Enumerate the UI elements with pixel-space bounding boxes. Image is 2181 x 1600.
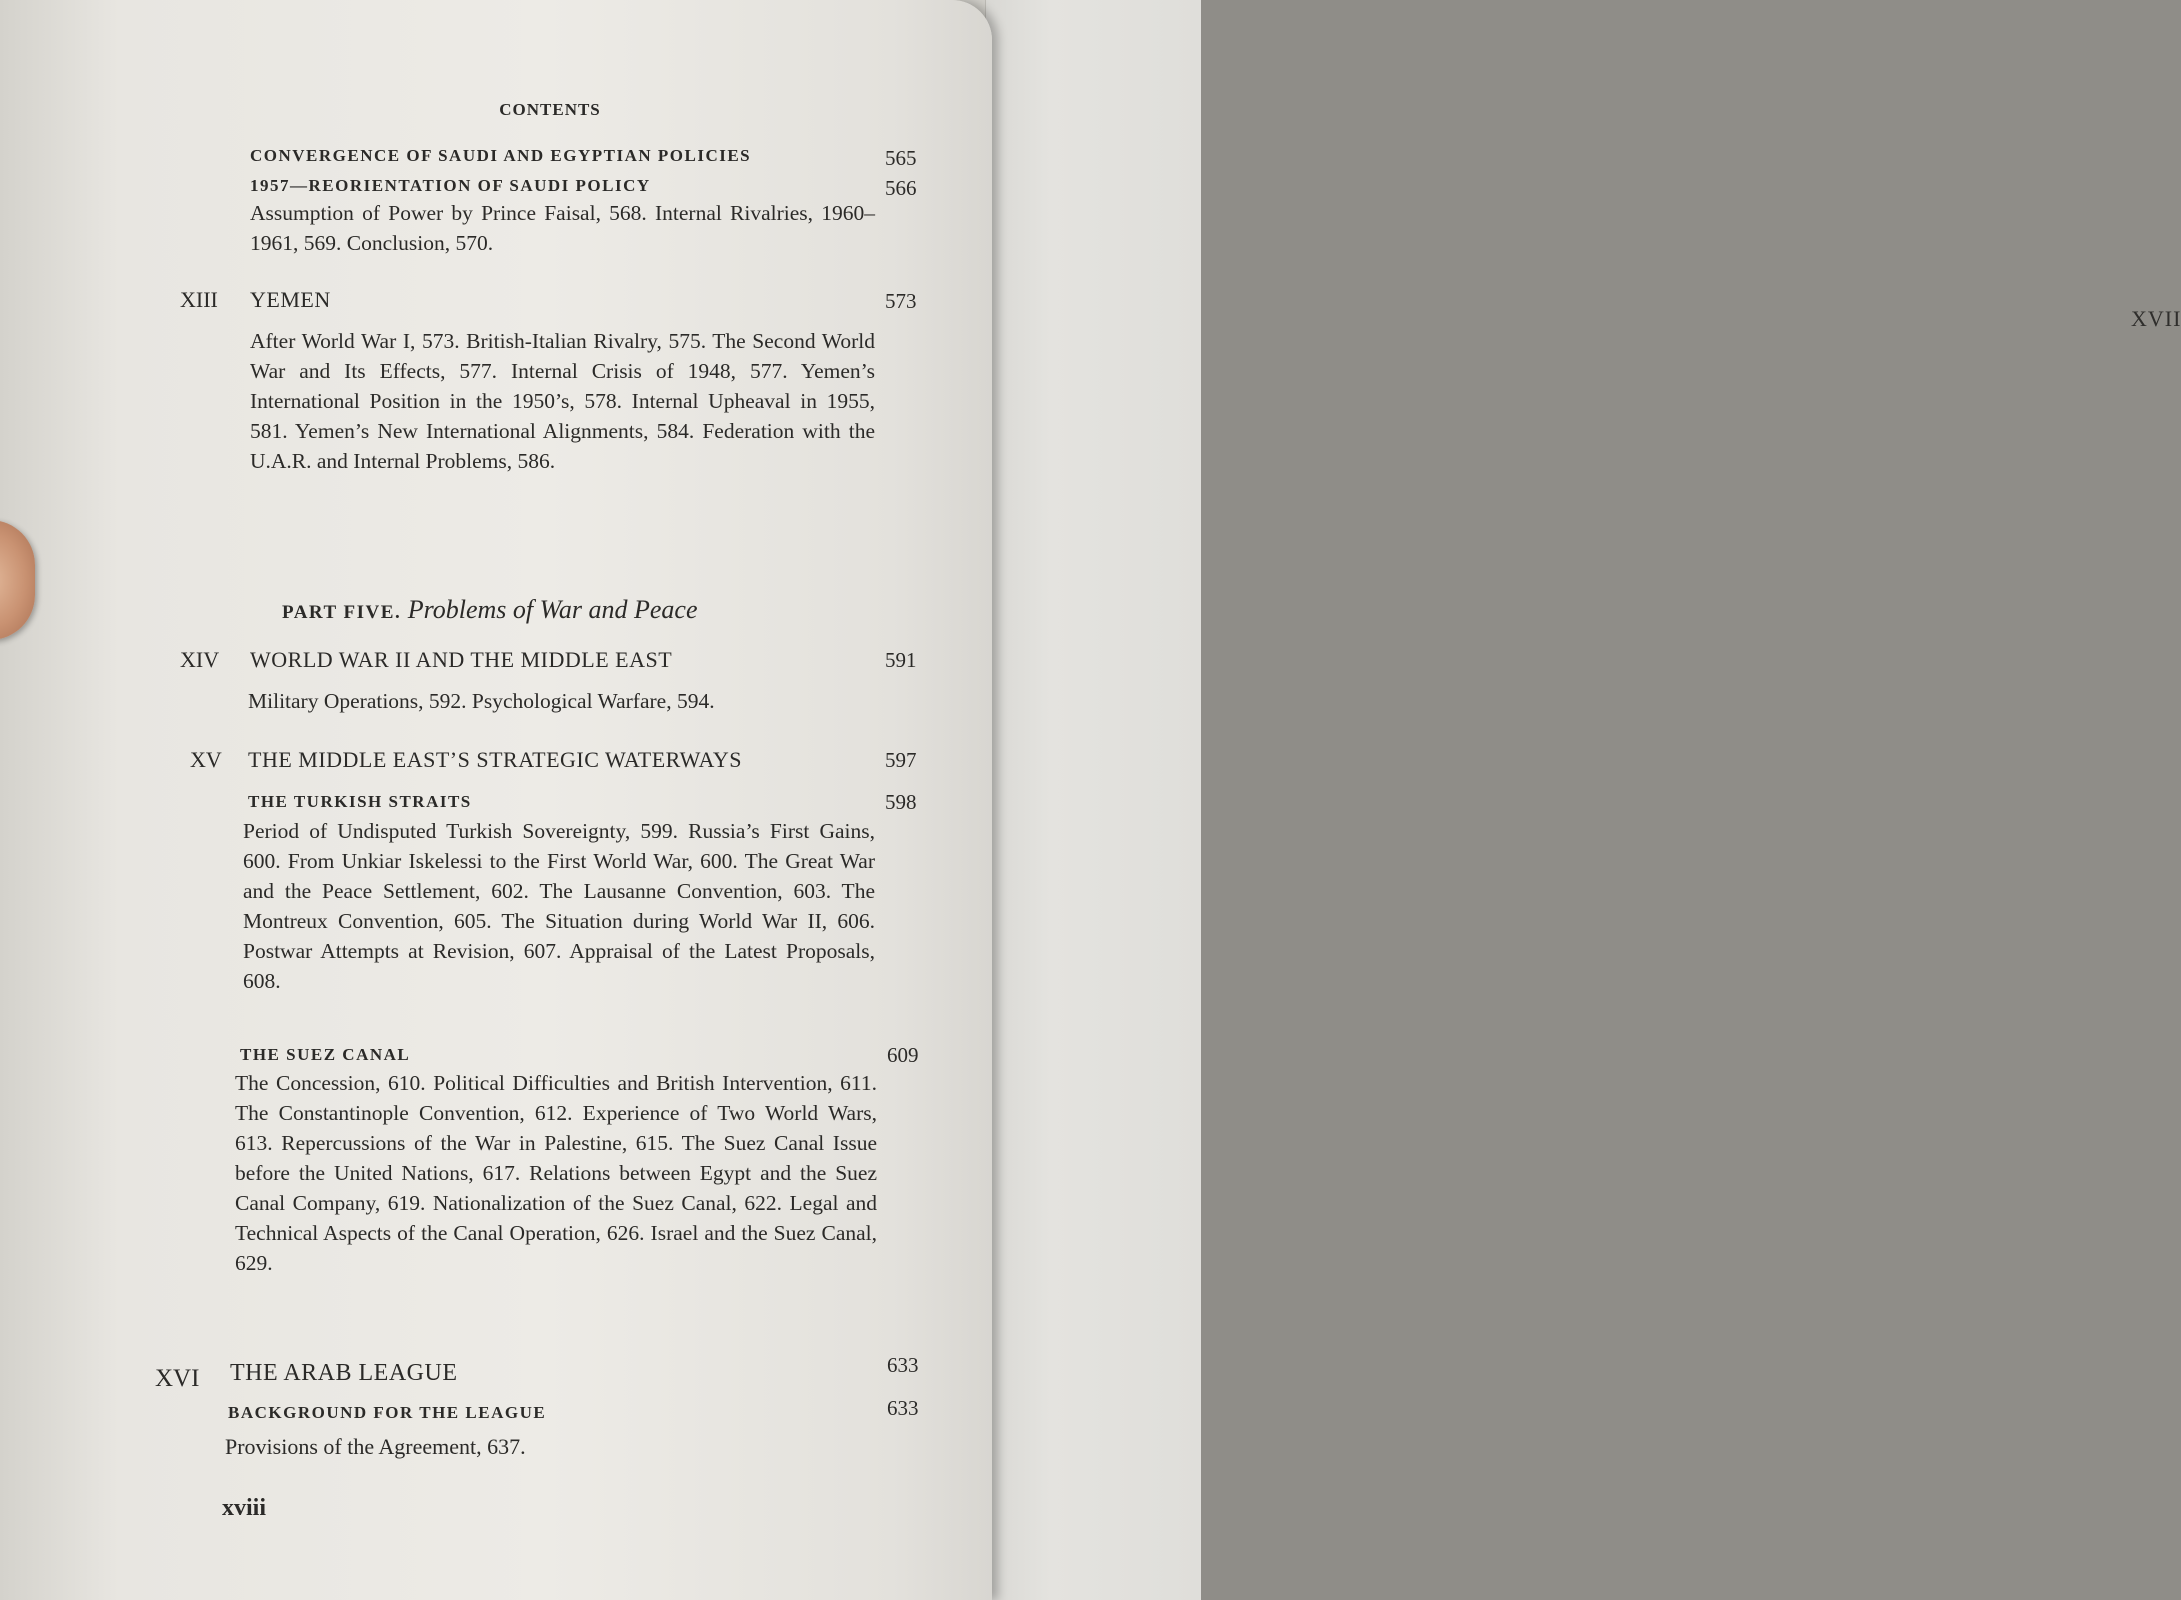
page-number: 591 bbox=[885, 648, 917, 672]
chapter-title-arab-league: THE ARAB LEAGUE bbox=[230, 1360, 458, 1386]
part-heading bbox=[282, 595, 698, 625]
page-number: 573 bbox=[885, 289, 917, 313]
section-summary-saudi: Assumption of Power by Prince Faisal, 568. Internal Rivalries, 1960–1961, 569. Conclusion, 570. bbox=[250, 201, 875, 255]
chapter-numeral: XIII bbox=[180, 287, 218, 312]
page-number: 565 bbox=[885, 146, 917, 170]
page-number: 566 bbox=[885, 176, 917, 200]
facing-page bbox=[985, 0, 2181, 1600]
page-number: 598 bbox=[885, 790, 917, 814]
section-title-saudi-reorientation: 1957—REORIENTATION OF SAUDI POLICY bbox=[250, 176, 651, 195]
chapter-numeral: XVI bbox=[155, 1365, 200, 1392]
page-number: 609 bbox=[887, 1043, 919, 1067]
section-summary-league-background: Provisions of the Agreement, 637. bbox=[225, 1434, 526, 1459]
page-number: 633 bbox=[887, 1353, 919, 1377]
chapter-numeral: XIV bbox=[180, 647, 220, 672]
section-summary-turkish-straits: Period of Undisputed Turkish Sovereignty, 599. Russia’s First Gains, 600. From Unkiar Iskelessi to the First World War, 600. The Great War and the Peace Settlement, 602. The Lausanne Convention, 603. The Montreux Convention, 605. The Situation during World War II, 606. Postwar Attempts at Revision, 607. Appraisal of the Latest Proposals, 608. bbox=[243, 819, 875, 993]
page-folio: xviii bbox=[222, 1495, 267, 1521]
page-number: 597 bbox=[885, 748, 917, 772]
facing-page-header: XVII bbox=[2131, 306, 2181, 331]
section-summary-suez-canal: The Concession, 610. Political Difficulties and British Intervention, 611. The Constantinople Convention, 612. Experience of Two World Wars, 613. Repercussions of the War in Palestine, 615. The Suez Canal Issue before the United Nations, 617. Relations between Egypt and the Suez Canal Company, 619. Nationalization of the Suez Canal, 622. Legal and Technical Aspects of the Canal Operation, 626. Israel and the Suez Canal, 629. bbox=[235, 1071, 877, 1275]
part-title: Problems of War and Peace bbox=[407, 595, 698, 624]
book-page bbox=[0, 0, 992, 1600]
part-label: PART FIVE. bbox=[282, 602, 402, 623]
chapter-summary-yemen: After World War I, 573. British-Italian Rivalry, 575. The Second World War and Its Effects, 577. Internal Crisis of 1948, 577. Yemen’s International Position in the 1950’s, 578. Internal Upheaval in 1955, 581. Yemen’s New International Alignments, 584. Federation with the U.A.R. and Internal Problems, 586. bbox=[250, 329, 875, 473]
section-title-saudi-convergence: CONVERGENCE OF SAUDI AND EGYPTIAN POLICIES bbox=[250, 146, 752, 165]
chapter-title-waterways: THE MIDDLE EAST’S STRATEGIC WATERWAYS bbox=[248, 747, 742, 772]
chapter-title-world-war-ii: WORLD WAR II AND THE MIDDLE EAST bbox=[250, 647, 673, 672]
chapter-summary-world-war-ii: Military Operations, 592. Psychological Warfare, 594. bbox=[248, 689, 715, 713]
section-title-turkish-straits: THE TURKISH STRAITS bbox=[248, 792, 472, 811]
page-number: 633 bbox=[887, 1396, 919, 1420]
chapter-numeral: XV bbox=[190, 747, 222, 772]
running-head: CONTENTS bbox=[499, 100, 601, 119]
chapter-title-yemen: YEMEN bbox=[250, 287, 331, 312]
section-title-league-background: BACKGROUND FOR THE LEAGUE bbox=[228, 1403, 547, 1422]
section-title-suez-canal: THE SUEZ CANAL bbox=[240, 1045, 411, 1064]
